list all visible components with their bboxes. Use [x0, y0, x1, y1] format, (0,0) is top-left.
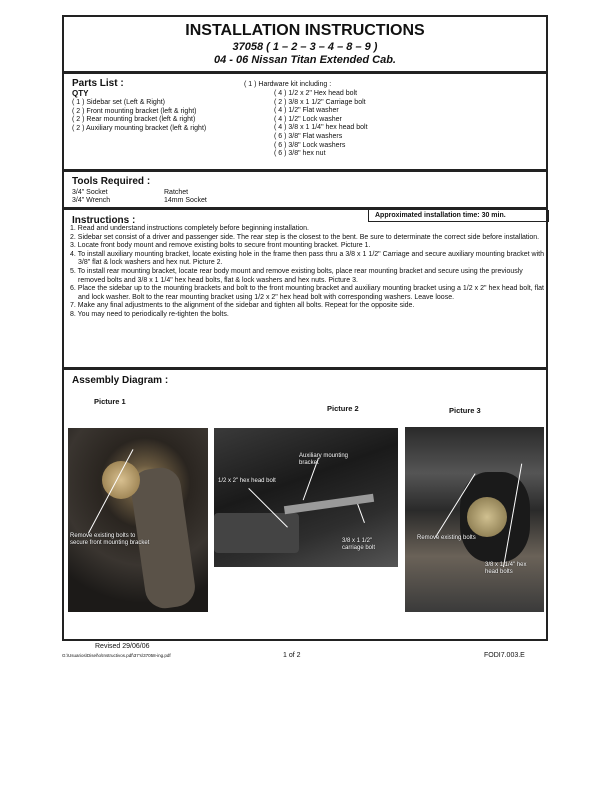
kit-item: ( 6 ) 3/8" Lock washers: [274, 141, 346, 149]
kit-item: ( 2 ) 3/8 x 1 1/2" Carriage bolt: [274, 98, 366, 106]
step: 5. To install rear mounting bracket, locate rear body mount and remove existing bolts, place rear mounting bracket and secure using the previously removed bolts and 3/8 x 1 1/4" hex head bolts, flat & lock washers and hex nuts. Picture 3.: [70, 267, 523, 284]
parts-items: [72, 99, 206, 133]
instructions: [62, 208, 548, 369]
picture-3-label: Remove existing bolts: [417, 535, 476, 541]
picture-2-label: 3/8 x 1 1/2" carriage bolt: [342, 538, 376, 551]
picture-2-caption: Picture 2: [327, 404, 359, 413]
tool-item: 14mm Socket: [164, 197, 207, 204]
document-title: INSTALLATION INSTRUCTIONS: [185, 22, 425, 39]
picture-1-label: Remove existing bolts to secure front mounting bracket: [70, 533, 150, 546]
steps-list: [70, 225, 544, 320]
part-item: ( 2 ) Auxiliary mounting bracket (left & right): [72, 124, 207, 132]
form-code: FODI7.003.E: [484, 652, 525, 659]
part-item: ( 2 ) Front mounting bracket (left & right): [72, 107, 197, 115]
page-number: 1 of 2: [283, 652, 301, 659]
picture-2-label: Auxiliary mounting bracket: [299, 453, 349, 466]
kit-item: ( 4 ) 1/2" Lock washer: [274, 115, 342, 123]
kit-item: ( 4 ) 1/2 x 2" Hex head bolt: [274, 90, 358, 97]
assembly-heading: Assembly Diagram :: [72, 375, 169, 386]
tool-item: Ratchet: [164, 189, 189, 196]
kit-items: [274, 90, 368, 159]
tools-required: [62, 170, 548, 209]
step: 7. Make any final adjustments to the alignment of the sidebar and tighten all bolts. Repeat for the opposite side.: [70, 302, 415, 310]
kit-item: ( 6 ) 3/8" hex nut: [274, 150, 326, 158]
picture-2-label: 1/2 x 2" hex head bolt: [218, 478, 276, 484]
kit-item: ( 6 ) 3/8" Flat washers: [274, 132, 343, 140]
step: 8. You may need to periodically re-tighten the bolts.: [70, 310, 229, 318]
file-path: G:\Usuarios\Diseño\Instructivos.pdf\37's\37058-ing.pdf: [62, 653, 171, 658]
picture-2-photo: [214, 428, 398, 567]
picture-3-label: 3/8 x 1 1/4" hex head bolts: [485, 562, 527, 575]
revised-date: Revised 29/06/06: [95, 643, 150, 650]
part-item: ( 2 ) Rear mounting bracket (left & right): [72, 116, 196, 124]
tool-item: 3/4" Wrench: [72, 197, 111, 204]
installation-time: Approximated installation time: 30 min.: [368, 210, 549, 222]
step: 6. Place the sidebar up to the mounting brackets and bolt to the front mounting bracket and auxiliary mounting bracket using a 1/2 x 2" hex head bolt, flat and lock washer. Bolt to the rear mounting bracket using 1/2 x 2" hex head bolt with corresponding washers. Leave loose.: [70, 285, 544, 301]
vehicle: 04 - 06 Nissan Titan Extended Cab.: [214, 54, 396, 66]
step: 4. To install auxiliary mounting bracket, locate existing hole in the frame then pass thru a 3/8 x 1 1/2" Carriage and secure auxiliary mounting bracket with 3/8" flat & lock washers and hex nut. Picture 2.: [70, 250, 544, 267]
kit-label: ( 1 ) Hardware kit including :: [244, 81, 332, 88]
parts-list: [62, 72, 548, 171]
parts-heading: Parts List :: [72, 78, 124, 89]
tools-heading: Tools Required :: [72, 176, 151, 187]
step: 3. Locate front body mount and remove existing bolts to secure front mounting bracket. Picture 1.: [70, 242, 371, 250]
picture-3-caption: Picture 3: [449, 406, 481, 415]
part-number: 37058 ( 1 – 2 – 3 – 4 – 8 – 9 ): [232, 41, 378, 53]
tool-item: 3/4" Socket: [72, 189, 108, 196]
qty-label: QTY: [72, 89, 89, 98]
step: 1. Read and understand instructions completely before beginning installation.: [70, 225, 309, 232]
picture-1-caption: Picture 1: [94, 397, 126, 406]
instructions-heading: Instructions :: [72, 215, 136, 226]
picture-3-photo: [405, 427, 544, 612]
part-item: ( 1 ) Sidebar set (Left & Right): [72, 99, 165, 106]
picture-1-photo: [68, 428, 208, 612]
kit-item: ( 4 ) 1/2" Flat washer: [274, 107, 339, 115]
kit-item: ( 4 ) 3/8 x 1 1/4" hex head bolt: [274, 124, 368, 132]
header: [62, 15, 548, 73]
step: 2. Sidebar set consist of a driver and passenger side. The rear step is the closest to the bent. Be sure to determinate the correct side before installation.: [70, 233, 540, 241]
